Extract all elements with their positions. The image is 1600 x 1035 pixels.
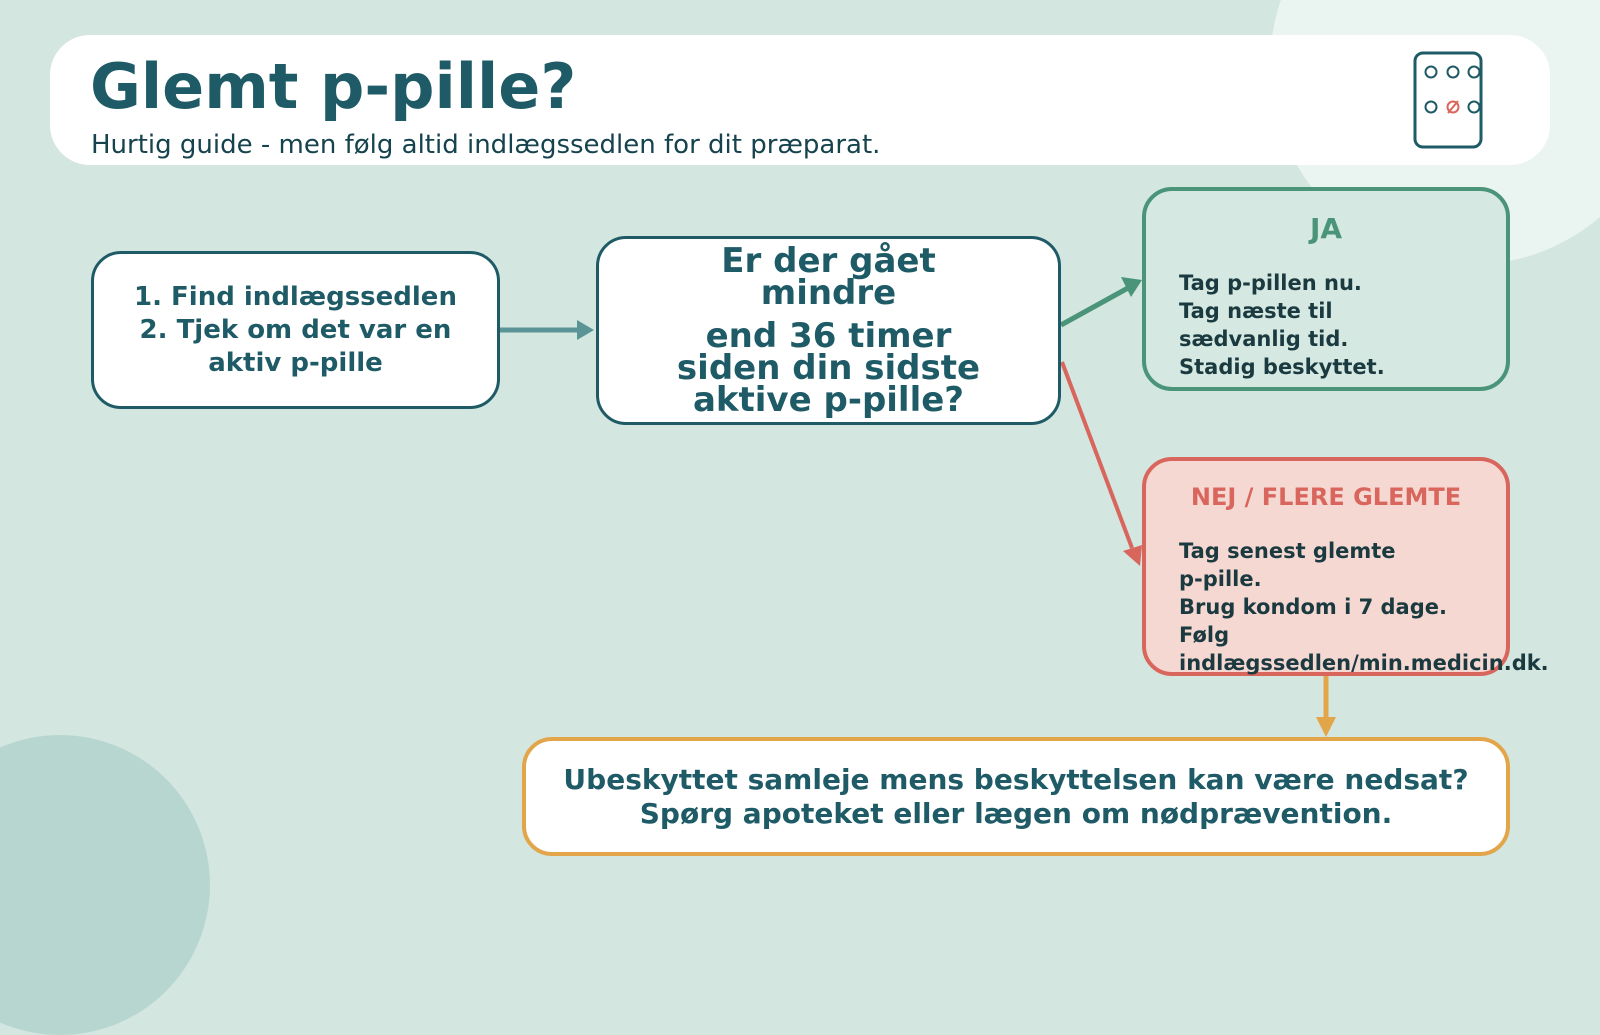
arrow-question-to-yes-head xyxy=(1121,277,1142,297)
emergency-line: Ubeskyttet samleje mens beskyttelsen kan være nedsat? xyxy=(563,762,1469,796)
yes-outcome-box xyxy=(1142,187,1510,391)
no-outcome-box xyxy=(1142,457,1549,676)
no-line: indlægssedlen/min.medicin.dk. xyxy=(1179,651,1549,675)
start-step-line: 2. Tjek om det var en xyxy=(139,314,452,345)
yes-heading: JA xyxy=(1309,212,1343,245)
no-line: Følg xyxy=(1179,623,1230,647)
no-line: p-pille. xyxy=(1179,567,1262,591)
yes-line: Tag p-pillen nu. xyxy=(1179,271,1362,295)
yes-line: Stadig beskyttet. xyxy=(1179,355,1385,379)
arrow-question-to-no-head xyxy=(1123,545,1142,566)
no-line: Brug kondom i 7 dage. xyxy=(1179,595,1447,619)
arrow-question-to-yes xyxy=(1061,288,1128,325)
page-title: Glemt p-pille? xyxy=(90,50,577,123)
arrow-start-to-question-head xyxy=(577,320,594,340)
arrow-question-to-no xyxy=(1062,362,1132,548)
no-instructions xyxy=(1179,537,1599,677)
emergency-line: Spørg apoteket eller lægen om nødprævention. xyxy=(639,796,1393,830)
emergency-contraception-box xyxy=(522,737,1510,856)
question-box xyxy=(596,236,1061,425)
yes-instructions xyxy=(1179,269,1599,381)
yes-line: Tag næste til xyxy=(1179,299,1333,323)
no-heading: NEJ / FLERE GLEMTE xyxy=(1190,483,1462,511)
arrow-no-to-warning-head xyxy=(1316,717,1336,737)
page-subtitle: Hurtig guide - men følg altid indlægssedlen for dit præparat. xyxy=(91,130,881,160)
question-line: Er der gået mindre xyxy=(721,241,936,313)
start-step-line: 1. Find indlægssedlen xyxy=(134,281,457,312)
question-line: end 36 timer siden din sidste aktive p-pille? xyxy=(676,316,981,420)
no-line: Tag senest glemte xyxy=(1179,539,1396,563)
start-step-box xyxy=(91,251,500,409)
start-step-line: aktiv p-pille xyxy=(208,347,383,378)
yes-line: sædvanlig tid. xyxy=(1179,327,1349,351)
